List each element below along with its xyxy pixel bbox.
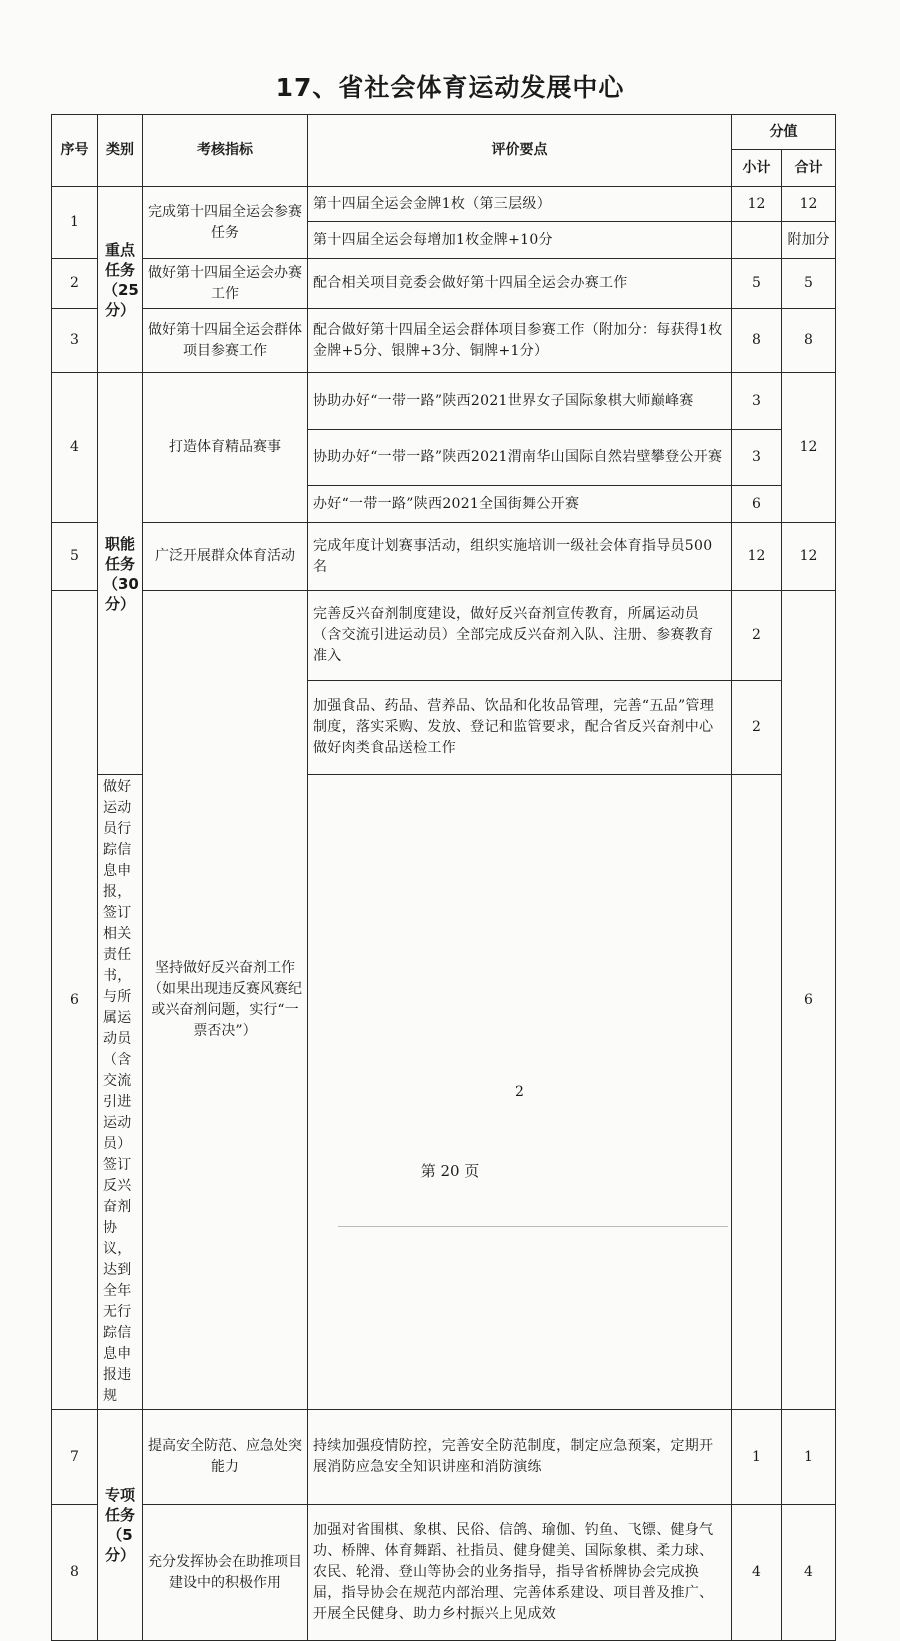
row-seq: 6 — [52, 591, 98, 1410]
assessment-table — [51, 114, 836, 1641]
table-row — [52, 523, 836, 591]
table-row — [52, 309, 836, 373]
row-subtotal: 12 — [732, 523, 782, 591]
category-key: 重点任务（25分） — [98, 187, 143, 373]
row-point: 办好“一带一路”陕西2021全国街舞公开赛 — [308, 486, 732, 523]
table-row — [52, 1410, 836, 1505]
page-title: 17、省社会体育运动发展中心 — [275, 73, 625, 102]
row-point: 第十四届全运会每增加1枚金牌+10分 — [308, 222, 732, 259]
row-total: 6 — [782, 591, 836, 1410]
row-total: 12 — [782, 373, 836, 523]
row-point: 做好运动员行踪信息申报，签订相关责任书，与所属运动员（含交流引进运动员）签订反兴奋剂协议，达到全年无行踪信息申报违规 — [98, 775, 143, 1410]
row-point: 协助办好“一带一路”陕西2021渭南华山国际自然岩壁攀登公开赛 — [308, 430, 732, 486]
row-subtotal — [732, 222, 782, 259]
table-row — [52, 1505, 836, 1641]
row-point: 配合做好第十四届全运会群体项目参赛工作（附加分：每获得1枚金牌+5分、银牌+3分、铜牌+1分） — [308, 309, 732, 373]
header-score: 分值 — [732, 115, 836, 150]
table-row — [52, 591, 836, 681]
row-subtotal: 8 — [732, 309, 782, 373]
row-seq: 3 — [52, 309, 98, 373]
row-subtotal: 3 — [732, 373, 782, 430]
row-seq: 8 — [52, 1505, 98, 1641]
table-row — [52, 373, 836, 430]
row-seq: 1 — [52, 187, 98, 259]
header-category: 类别 — [98, 115, 143, 187]
row-subtotal: 2 — [732, 591, 782, 681]
row-seq: 2 — [52, 259, 98, 309]
row-total: 12 — [782, 187, 836, 222]
table-row — [52, 259, 836, 309]
row-seq: 5 — [52, 523, 98, 591]
header-seq: 序号 — [52, 115, 98, 187]
table-row — [52, 187, 836, 222]
row-point: 完善反兴奋剂制度建设，做好反兴奋剂宣传教育，所属运动员（含交流引进运动员）全部完成反兴奋剂入队、注册、参赛教育准入 — [308, 591, 732, 681]
page-number: 第 20 页 — [420, 1162, 480, 1180]
row-indicator: 充分发挥协会在助推项目建设中的积极作用 — [143, 1505, 308, 1641]
row-total: 12 — [782, 523, 836, 591]
category-functional: 职能任务（30分） — [98, 373, 143, 775]
row-indicator: 打造体育精品赛事 — [143, 373, 308, 523]
row-subtotal: 3 — [732, 430, 782, 486]
row-seq: 4 — [52, 373, 98, 523]
row-indicator: 坚持做好反兴奋剂工作（如果出现违反赛风赛纪或兴奋剂问题，实行“一票否决”） — [143, 591, 308, 1410]
scan-edge-divider — [338, 1226, 728, 1227]
row-point: 完成年度计划赛事活动，组织实施培训一级社会体育指导员500名 — [308, 523, 732, 591]
row-subtotal: 6 — [732, 486, 782, 523]
header-total: 合计 — [782, 150, 836, 187]
row-total: 1 — [782, 1410, 836, 1505]
row-subtotal: 2 — [732, 681, 782, 775]
row-subtotal: 5 — [732, 259, 782, 309]
row-point: 第十四届全运会金牌1枚（第三层级） — [308, 187, 732, 222]
row-total: 4 — [782, 1505, 836, 1641]
row-subtotal: 4 — [732, 1505, 782, 1641]
row-total: 8 — [782, 309, 836, 373]
row-indicator: 广泛开展群众体育活动 — [143, 523, 308, 591]
row-point: 配合相关项目竞委会做好第十四届全运会办赛工作 — [308, 259, 732, 309]
row-indicator: 完成第十四届全运会参赛任务 — [143, 187, 308, 259]
row-subtotal: 2 — [308, 775, 732, 1410]
row-point: 加强食品、药品、营养品、饮品和化妆品管理，完善“五品”管理制度，落实采购、发放、登记和监管要求，配合省反兴奋剂中心做好肉类食品送检工作 — [308, 681, 732, 775]
row-total: 5 — [782, 259, 836, 309]
row-indicator: 做好第十四届全运会办赛工作 — [143, 259, 308, 309]
row-total-bonus: 附加分 — [782, 222, 836, 259]
row-subtotal: 1 — [732, 1410, 782, 1505]
row-point: 协助办好“一带一路”陕西2021世界女子国际象棋大师巅峰赛 — [308, 373, 732, 430]
row-seq: 7 — [52, 1410, 98, 1505]
header-indicator: 考核指标 — [143, 115, 308, 187]
row-point: 加强对省围棋、象棋、民俗、信鸽、瑜伽、钓鱼、飞镖、健身气功、桥牌、体育舞蹈、社指员、健身健美、国际象棋、柔力球、农民、轮滑、登山等协会的业务指导，指导省桥牌协会完成换届，指导协会在规范内部治理、完善体系建设、项目普及推广、开展全民健身、助力乡村振兴上见成效 — [308, 1505, 732, 1641]
row-point: 持续加强疫情防控，完善安全防范制度，制定应急预案，定期开展消防应急安全知识讲座和消防演练 — [308, 1410, 732, 1505]
header-points: 评价要点 — [308, 115, 732, 187]
row-subtotal: 12 — [732, 187, 782, 222]
row-indicator: 做好第十四届全运会群体项目参赛工作 — [143, 309, 308, 373]
row-indicator: 提高安全防范、应急处突能力 — [143, 1410, 308, 1505]
category-special: 专项任务（5分） — [98, 1410, 143, 1641]
header-subtotal: 小计 — [732, 150, 782, 187]
